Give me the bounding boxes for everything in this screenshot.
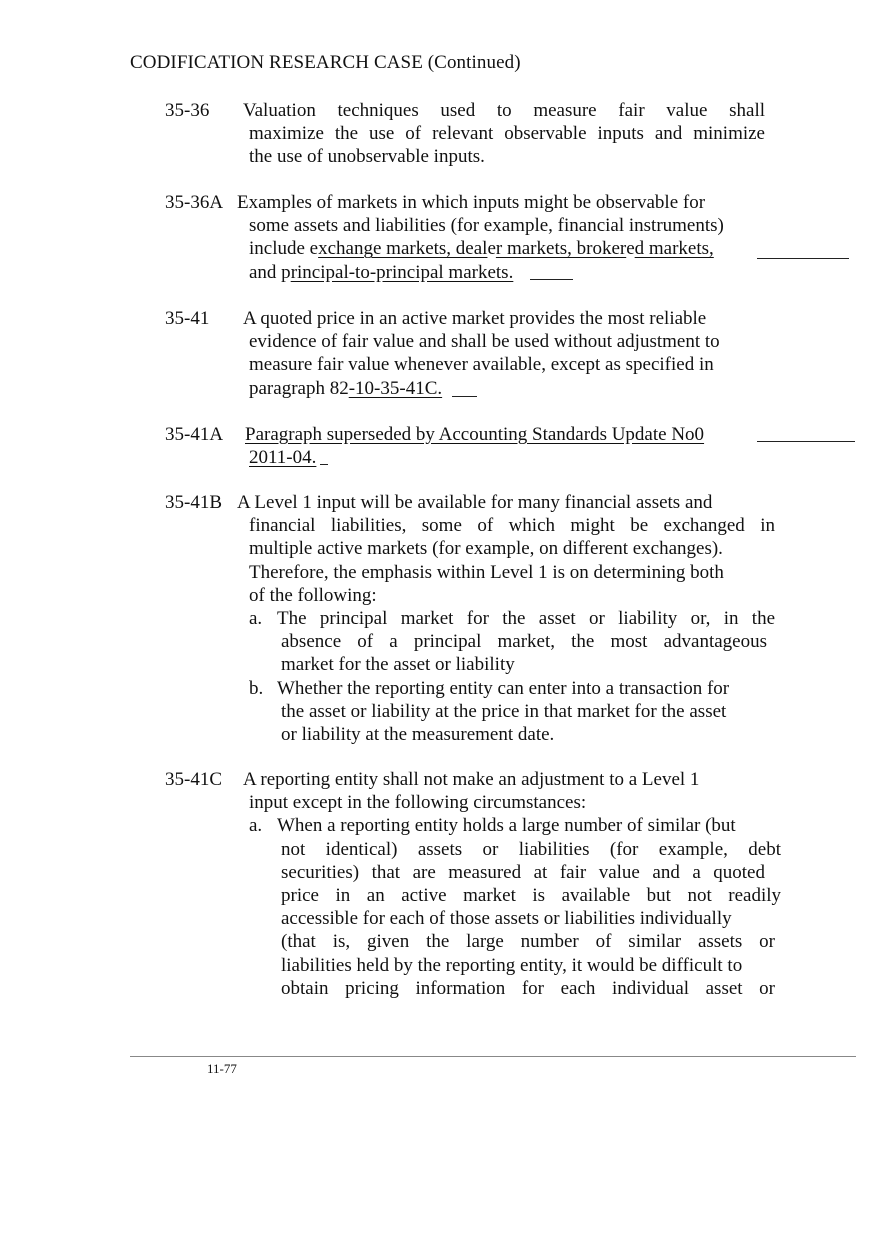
text-line: the asset or liability at the price in that market for the asset [281,700,727,722]
text-line: Examples of markets in which inputs might be observable for [237,192,706,213]
text-line: multiple active markets (for example, on different exchanges). [249,538,723,560]
text-line: maximize the use of relevant observable inputs and minimize [249,123,765,145]
text-line: liabilities held by the reporting entity, it would be difficult to [281,954,743,976]
text-line: Valuation techniques used to measure fair value shall [243,100,765,121]
text-line: A Level 1 input will be available for many financial assets and [237,492,713,513]
list-item-label: b. [249,677,264,699]
underline-rule [452,396,477,397]
underline-rule [757,441,855,442]
text-line: The principal market for the asset or liability or, in the [277,608,775,630]
underline-rule [530,279,573,280]
text-line-underlined: include exchange markets, dealer markets, brokered markets, [249,238,714,260]
text-line: accessible for each of those assets or liabilities individually [281,908,732,930]
text-line: of the following: [249,584,377,606]
text-line: financial liabilities, some of which might be exchanged in [249,515,775,537]
text-line-underlined: and principal-to-principal markets. [249,261,514,283]
text-line: absence of a principal market, the most advantageous [281,631,767,653]
paragraph-number: 35-41A [165,424,224,445]
paragraph-number: 35-41 [165,308,210,329]
text-line: A quoted price in an active market provides the most reliable [243,308,707,329]
text-line: evidence of fair value and shall be used without adjustment to [249,331,720,353]
text-line: When a reporting entity holds a large number of similar (but [277,815,736,837]
footer-divider [130,1056,856,1057]
text-line: not identical) assets or liabilities (for example, debt [281,838,781,860]
list-item [249,607,775,677]
text-line: measure fair value whenever available, except as specified in [249,354,714,376]
list-item [249,677,775,747]
paragraph-35-36 [165,99,765,169]
text-line: obtain pricing information for each individual asset or [281,977,775,999]
underline-rule [320,464,328,465]
text-line-underlined: 2011-04. [249,447,317,469]
paragraph-35-36A [165,191,765,284]
text-line-underlined: Paragraph superseded by Accounting Standards Update No0 [245,424,705,445]
paragraph-number: 35-36A [165,192,224,213]
paragraph-35-41 [165,307,765,400]
text-line: A reporting entity shall not make an adjustment to a Level 1 [243,769,700,790]
paragraph-35-41A [165,423,765,469]
page-number: 11-77 [207,1061,237,1076]
paragraph-number: 35-36 [165,100,210,121]
text-line: price in an active market is available but not readily [281,885,781,907]
text-line: market for the asset or liability [281,654,515,676]
underline-rule [757,258,849,259]
text-line: some assets and liabilities (for example, financial instruments) [249,215,724,237]
paragraph-35-41B [165,491,775,746]
text-line-underlined: paragraph 82-10-35-41C. [249,377,443,399]
page-header: CODIFICATION RESEARCH CASE (Continued) [130,52,521,73]
list-item-label: a. [249,608,263,630]
list-item [249,814,781,1000]
text-line: or liability at the measurement date. [281,724,555,746]
paragraph-number: 35-41C [165,769,222,790]
text-line: input except in the following circumstances: [249,792,587,814]
text-line: (that is, given the large number of similar assets or [281,931,775,953]
text-line: Whether the reporting entity can enter into a transaction for [277,677,730,699]
list-item-label: a. [249,815,263,837]
paragraph-35-41C [165,768,781,1000]
paragraph-number: 35-41B [165,492,222,513]
text-line: securities) that are measured at fair value and a quoted [281,861,765,883]
text-line: Therefore, the emphasis within Level 1 is on determining both [249,561,724,583]
text-line: the use of unobservable inputs. [249,146,485,168]
